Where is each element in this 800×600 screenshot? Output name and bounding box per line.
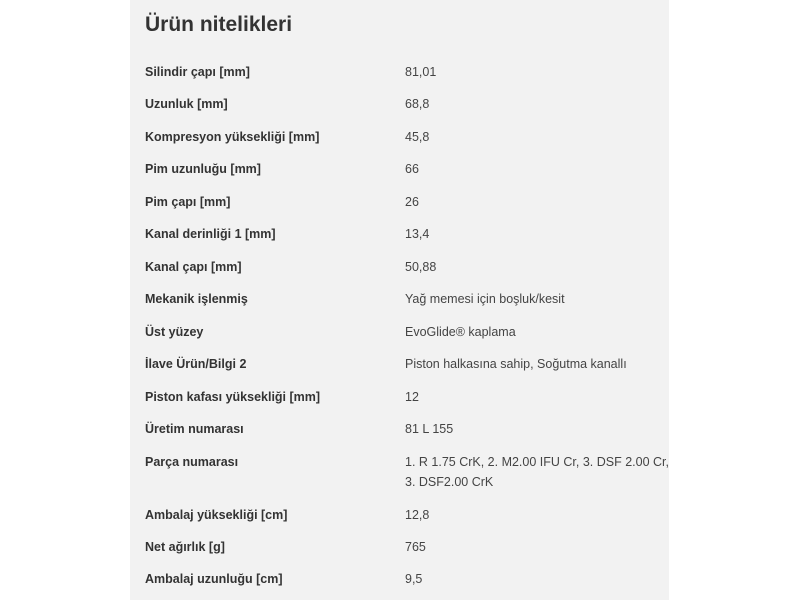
attribute-label: İlave Ürün/Bilgi 2 bbox=[145, 357, 247, 371]
attribute-value: 12 bbox=[405, 390, 419, 404]
attribute-value: 81 L 155 bbox=[405, 422, 454, 436]
attribute-value: 50,88 bbox=[405, 260, 437, 274]
attribute-label: Parça numarası bbox=[145, 455, 239, 469]
attribute-label: Silindir çapı [mm] bbox=[145, 65, 250, 79]
attribute-value: 1. R 1.75 CrK, 2. M2.00 IFU Cr, 3. DSF 2.00 Cr, 3. DSF2.00 CrK bbox=[405, 455, 669, 489]
product-attributes-panel bbox=[130, 0, 669, 600]
attribute-label: Net ağırlık [g] bbox=[145, 540, 225, 554]
attribute-value: 765 bbox=[405, 540, 426, 554]
attribute-value: 26 bbox=[405, 195, 419, 209]
attribute-value: 45,8 bbox=[405, 130, 430, 144]
attribute-label: Üretim numarası bbox=[145, 422, 244, 436]
attribute-value: 9,5 bbox=[405, 572, 423, 586]
attribute-value: 12,8 bbox=[405, 508, 430, 522]
attribute-value: 66 bbox=[405, 162, 419, 176]
section-title: Ürün nitelikleri bbox=[145, 13, 293, 36]
attribute-value: 68,8 bbox=[405, 97, 430, 111]
attribute-value: EvoGlide® kaplama bbox=[405, 325, 516, 339]
attribute-label: Üst yüzey bbox=[145, 325, 204, 339]
attribute-value: Yağ memesi için boşluk/kesit bbox=[405, 292, 565, 306]
attribute-label: Piston kafası yüksekliği [mm] bbox=[145, 390, 321, 404]
attribute-value: 81,01 bbox=[405, 65, 437, 79]
attribute-label: Uzunluk [mm] bbox=[145, 97, 228, 111]
attribute-label: Ambalaj uzunluğu [cm] bbox=[145, 572, 283, 586]
attribute-label: Ambalaj yüksekliği [cm] bbox=[145, 508, 288, 522]
attribute-label: Pim çapı [mm] bbox=[145, 195, 231, 209]
attribute-label: Kanal derinliği 1 [mm] bbox=[145, 227, 276, 241]
attribute-label: Kompresyon yüksekliği [mm] bbox=[145, 130, 320, 144]
attribute-value: 13,4 bbox=[405, 227, 430, 241]
attribute-label: Kanal çapı [mm] bbox=[145, 260, 242, 274]
attribute-label: Mekanik işlenmiş bbox=[145, 292, 248, 306]
attribute-label: Pim uzunluğu [mm] bbox=[145, 162, 261, 176]
attribute-value: Piston halkasına sahip, Soğutma kanallı bbox=[405, 357, 627, 371]
